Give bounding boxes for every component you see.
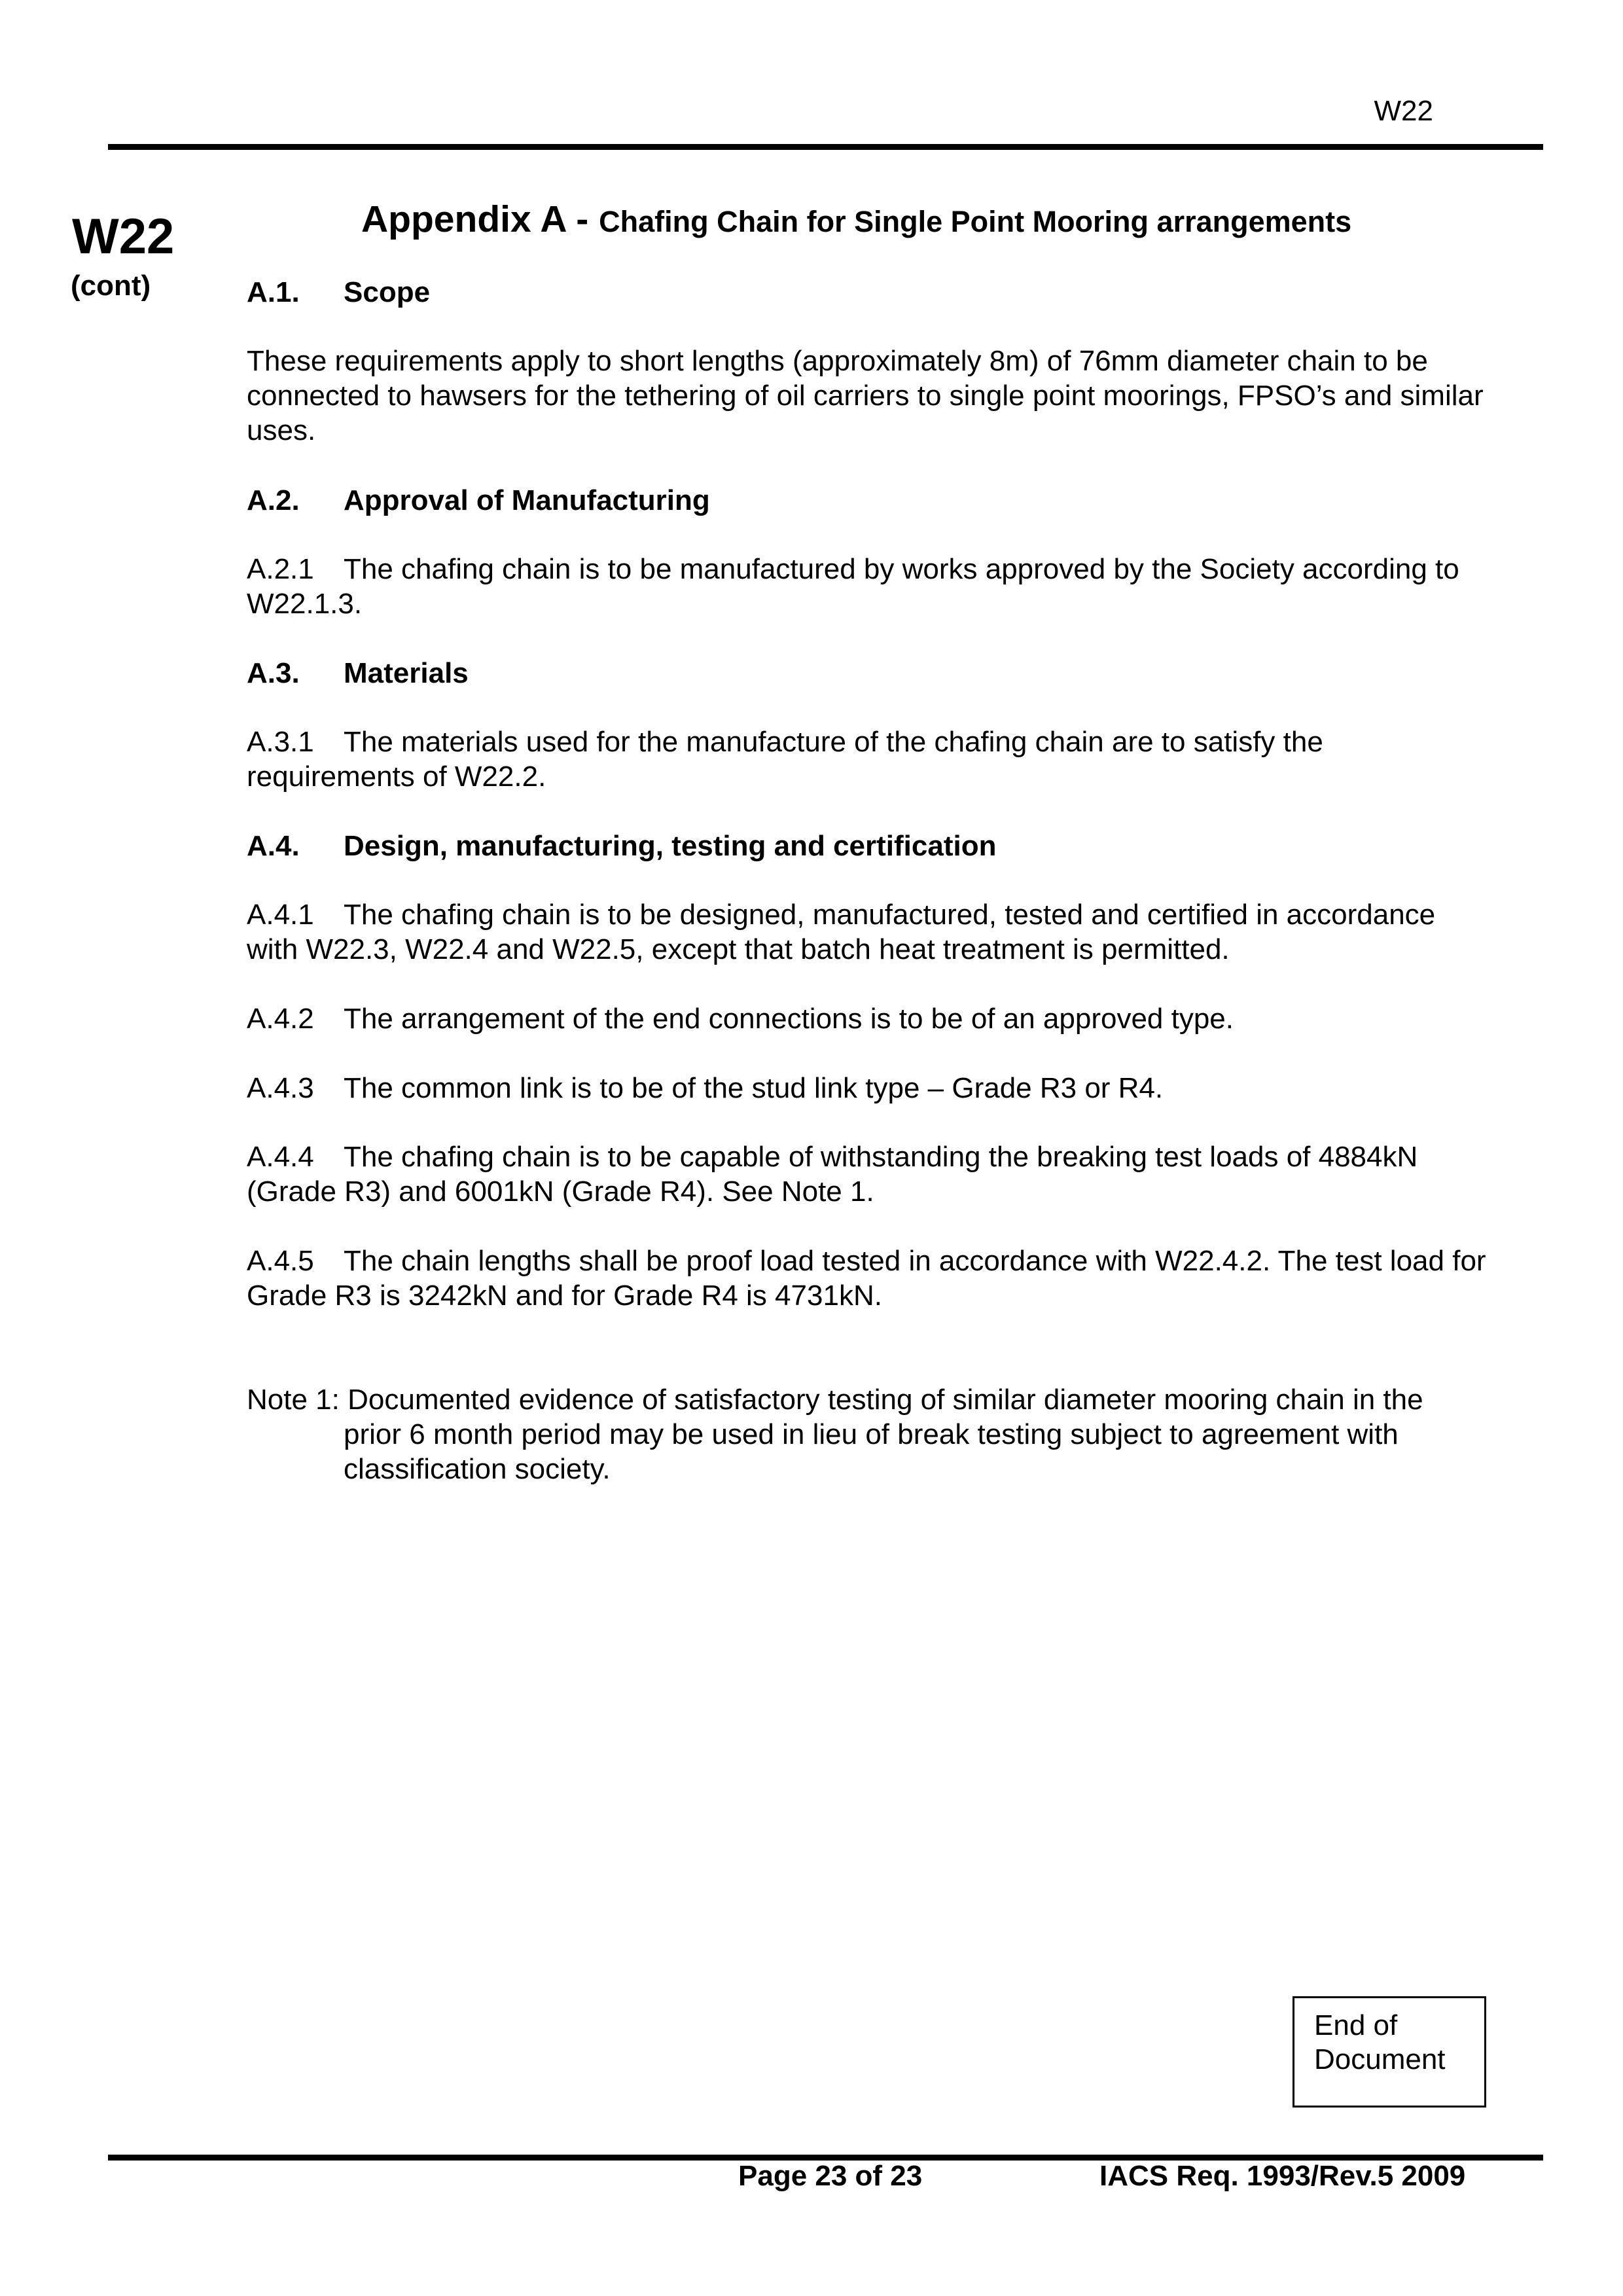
side-code: W22 [72,209,175,264]
section-a4-heading [247,829,1493,863]
para-a44-text: The chafing chain is to be capable of withstanding the breaking test loads of 4884kN (Grade R3) and 6001kN (Grade R4). See Note 1. [247,1141,1418,1208]
appendix-title [361,198,1351,241]
section-a4-number: A.4. [247,830,300,862]
para-a31-number: A.3.1 [247,726,314,758]
para-a43-number: A.4.3 [247,1072,314,1104]
section-a4-paragraph-3 [247,1071,1493,1105]
para-a41-number: A.4.1 [247,899,314,931]
appendix-title-main: Appendix A - [361,198,589,240]
end-of-document-box [1293,1996,1486,2108]
note-1 [247,1382,1493,1486]
header-rule [108,144,1543,150]
section-a4-paragraph-2 [247,1001,1493,1036]
section-a3-paragraph-1 [247,725,1493,794]
section-a4-paragraph-1 [247,897,1493,967]
note-line-2: prior 6 month period may be used in lieu of break testing subject to agreement with [344,1418,1399,1450]
section-a2-paragraph-1 [247,552,1493,621]
note-label: Note 1: [247,1384,340,1416]
section-a4-paragraph-4 [247,1139,1493,1209]
header-code: W22 [1374,95,1433,127]
section-a3-heading [247,656,1493,691]
section-a2-heading [247,483,1493,518]
para-a45-text: The chain lengths shall be proof load tested in accordance with W22.4.2. The test load for Grade R3 is 3242kN and for Grade R4 is 4731kN. [247,1245,1486,1312]
note-line-3: classification society. [344,1453,611,1485]
appendix-subtitle: Chafing Chain for Single Point Mooring arrangements [599,205,1352,238]
para-a42-text: The arrangement of the end connections is to be of an approved type. [344,1003,1234,1035]
section-a3-number: A.3. [247,657,300,689]
end-box-line-2: Document [1314,2043,1446,2075]
footer-reference: IACS Req. 1993/Rev.5 2009 [1099,2160,1466,2192]
para-a42-number: A.4.2 [247,1003,314,1035]
para-a31-text: The materials used for the manufacture of the chafing chain are to satisfy the requirements of W22.2. [247,726,1323,793]
note-line-1 [247,1382,1493,1417]
section-a4-title: Design, manufacturing, testing and certification [344,830,997,862]
para-a21-text: The chafing chain is to be manufactured by works approved by the Society according to W22.1.3. [247,553,1459,620]
section-a1-number: A.1. [247,276,300,308]
section-a1-text: These requirements apply to short lengths (approximately 8m) of 76mm diameter chain to be connected to hawsers for the tethering of oil carriers to single point moorings, FPSO’s and similar uses. [247,345,1484,446]
section-a4-paragraph-5 [247,1244,1493,1313]
para-a41-text: The chafing chain is to be designed, manufactured, tested and certified in accordance with W22.3, W22.4 and W22.5, except that batch heat treatment is permitted. [247,899,1436,965]
section-a3-title: Materials [344,657,469,689]
footer-page-number: Page 23 of 23 [738,2160,923,2192]
side-cont: (cont) [71,270,151,302]
para-a21-number: A.2.1 [247,553,314,585]
section-a1-title: Scope [344,276,431,308]
section-a2-number: A.2. [247,484,300,516]
section-a1-heading [247,275,1493,310]
para-a43-text: The common link is to be of the stud link type – Grade R3 or R4. [344,1072,1164,1104]
note-text-1: Documented evidence of satisfactory testing of similar diameter mooring chain in the [348,1384,1423,1416]
para-a45-number: A.4.5 [247,1245,314,1277]
para-a44-number: A.4.4 [247,1141,314,1173]
end-box-line-1: End of [1314,2009,1398,2041]
section-a2-title: Approval of Manufacturing [344,484,710,516]
